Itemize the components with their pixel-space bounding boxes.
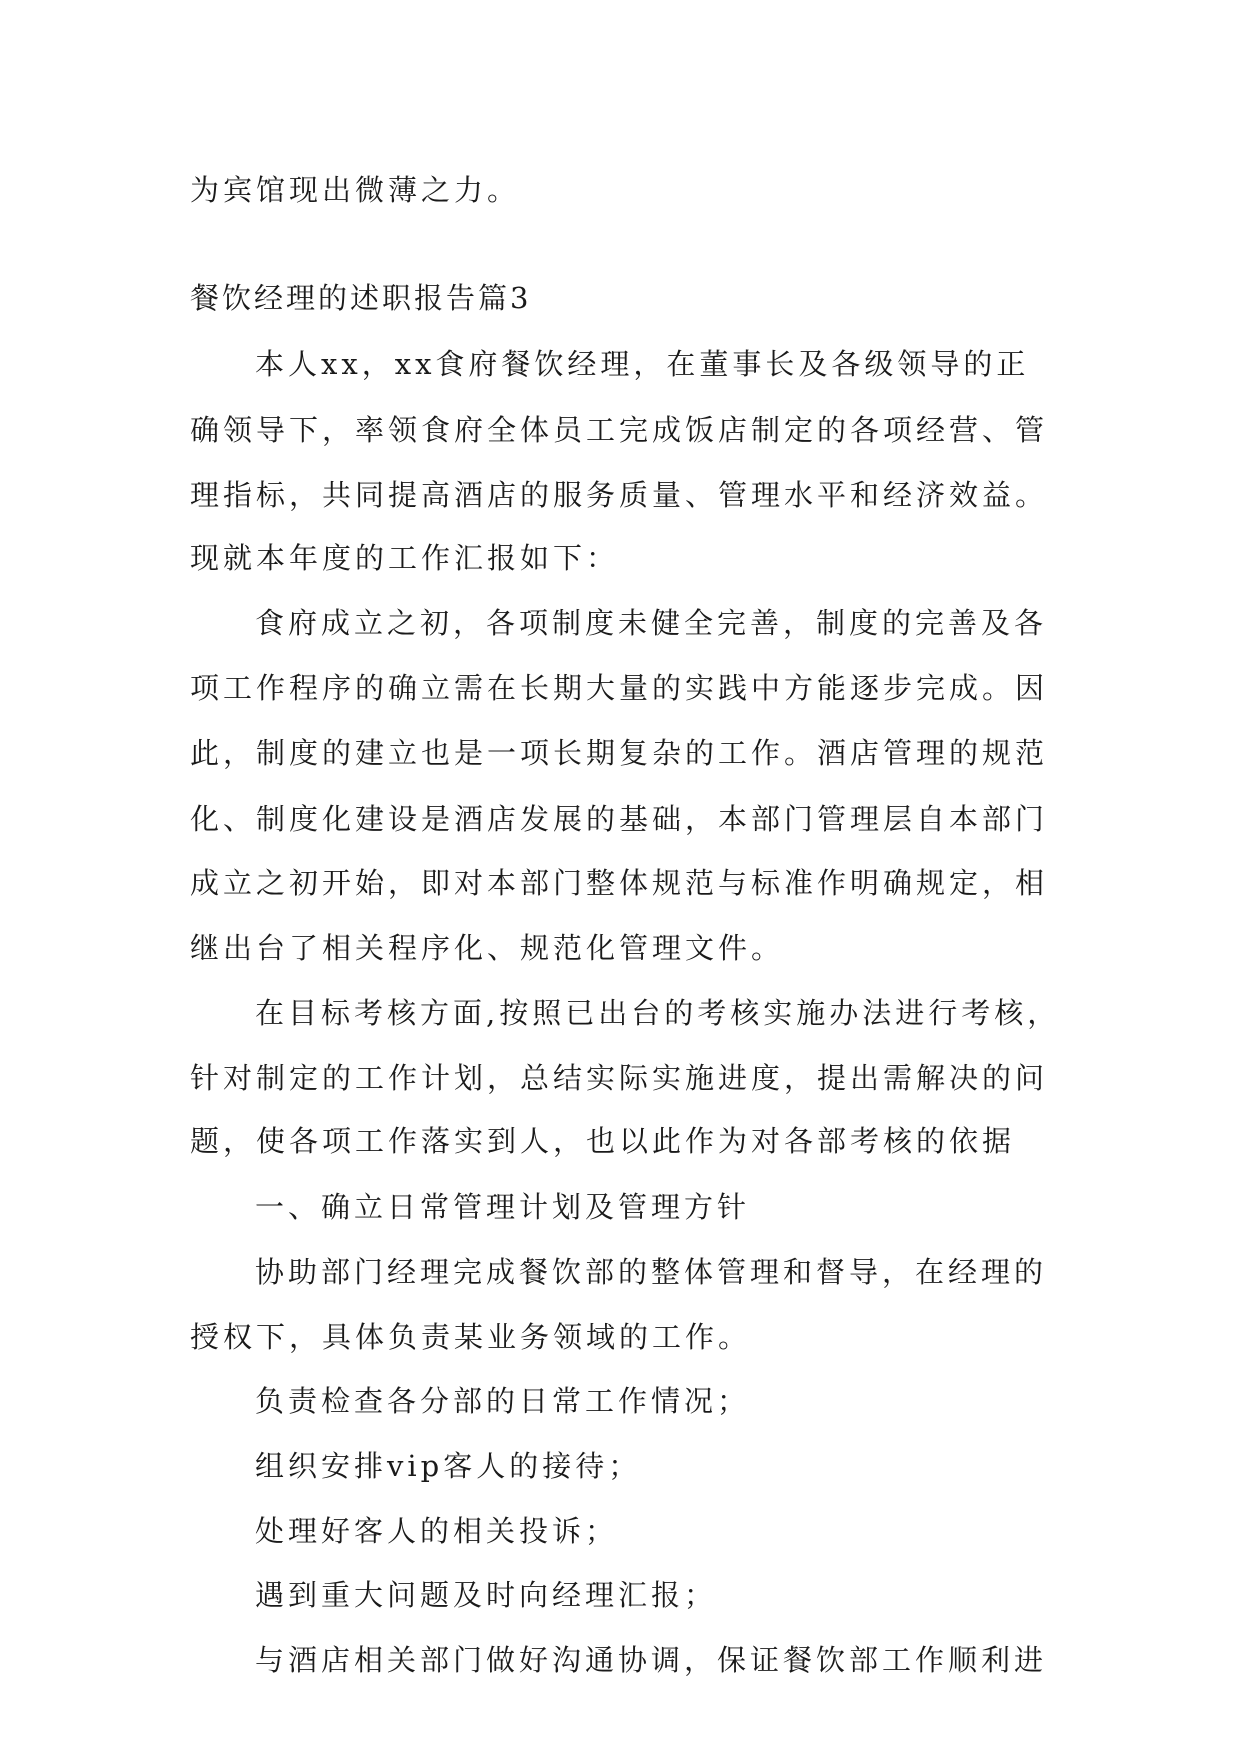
paragraph-line: 理指标，共同提高酒店的服务质量、管理水平和经济效益。 — [190, 478, 1049, 512]
paragraph-line: 本人xx，xx食府餐饮经理，在董事长及各级领导的正 — [255, 347, 1030, 381]
section-heading: 餐饮经理的述职报告篇3 — [190, 281, 532, 315]
paragraph-line: 授权下，具体负责某业务领域的工作。 — [190, 1320, 752, 1354]
paragraph-line: 现就本年度的工作汇报如下： — [190, 541, 620, 575]
list-item: 与酒店相关部门做好沟通协调，保证餐饮部工作顺利进 — [255, 1643, 1048, 1677]
list-item: 遇到重大问题及时向经理汇报； — [255, 1578, 718, 1612]
paragraph-line: 此，制度的建立也是一项长期复杂的工作。酒店管理的规范 — [190, 736, 1049, 770]
paragraph-line: 继出台了相关程序化、规范化管理文件。 — [190, 931, 785, 965]
list-heading: 一、确立日常管理计划及管理方针 — [255, 1190, 751, 1224]
paragraph-line: 为宾馆现出微薄之力。 — [190, 173, 521, 207]
paragraph-line: 题，使各项工作落实到人，也以此作为对各部考核的依据 — [190, 1124, 1016, 1158]
paragraph-line: 成立之初开始，即对本部门整体规范与标准作明确规定，相 — [190, 866, 1049, 900]
list-item: 组织安排vip客人的接待； — [255, 1449, 642, 1483]
paragraph-line: 协助部门经理完成餐饮部的整体管理和督导，在经理的 — [255, 1255, 1048, 1289]
list-item: 负责检查各分部的日常工作情况； — [255, 1384, 751, 1418]
paragraph-line: 确领导下，率领食府全体员工完成饭店制定的各项经营、管 — [190, 413, 1049, 447]
list-item: 处理好客人的相关投诉； — [255, 1514, 619, 1548]
paragraph-line: 针对制定的工作计划，总结实际实施进度，提出需解决的问 — [190, 1061, 1049, 1095]
paragraph-line: 食府成立之初，各项制度未健全完善，制度的完善及各 — [255, 606, 1048, 640]
paragraph-line: 化、制度化建设是酒店发展的基础，本部门管理层自本部门 — [190, 802, 1049, 836]
paragraph-line: 在目标考核方面,按照已出台的考核实施办法进行考核， — [255, 996, 1061, 1030]
paragraph-line: 项工作程序的确立需在长期大量的实践中方能逐步完成。因 — [190, 671, 1049, 705]
